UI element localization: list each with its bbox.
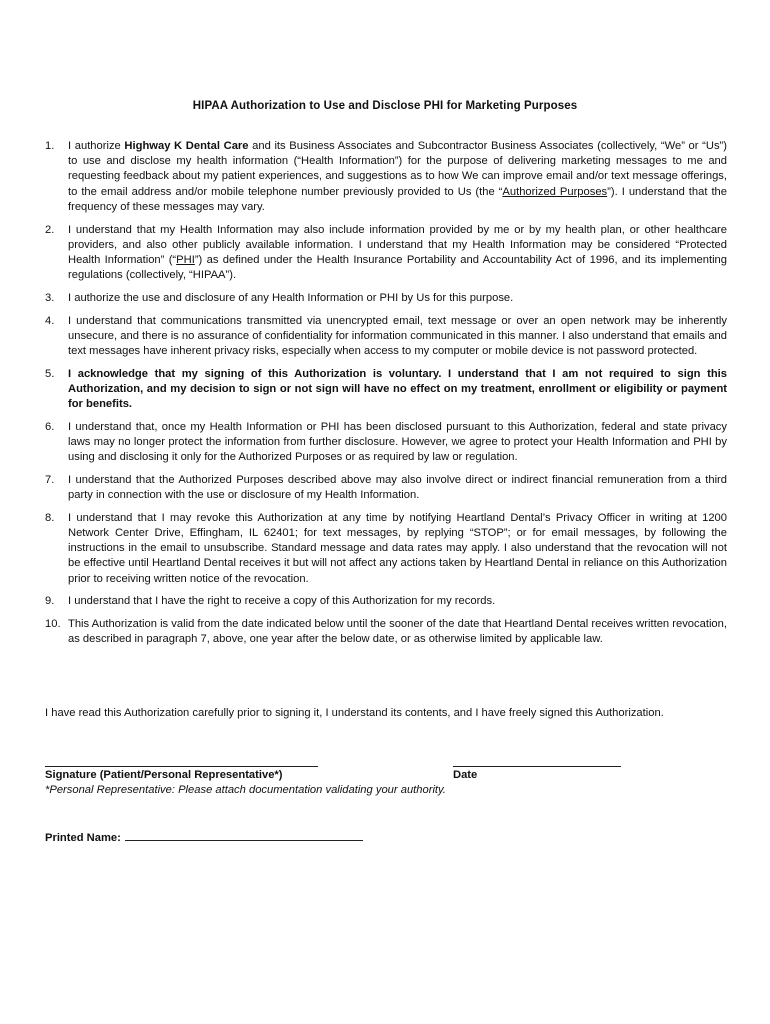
item-text: I authorize the use and disclosure of any Health Information or PHI by Us for this purpose. <box>68 291 514 304</box>
printed-name-label: Printed Name: <box>45 832 121 844</box>
item-text: I understand that my Health Information may also include information provided by me or by my health plan, or other healthcare providers, and also other publicly available information. I understand that my Health Information may be considered “Protected Health Information” (“PHI”) as defined under the Health Insurance Portability and Accountability Act of 1996, and its implementing regulations (collectively, “HIPAA”). <box>68 223 728 282</box>
printed-name-line[interactable] <box>125 829 363 841</box>
practice-name: Highway K Dental Care <box>124 140 249 152</box>
list-item-1 <box>45 139 727 215</box>
item-text: I understand that the Authorized Purposes described above may also involve direct or indirect financial remuneration from a third party in connection with the use or disclosure of my Health Information. <box>68 473 727 502</box>
list-item-6 <box>45 420 727 466</box>
item-text: I understand that communications transmitted via unencrypted email, text message or over an open network may be inherently unsecure, and there is no assurance of confidentiality for information communicated in this manner. I also understand that emails and text messages have inherent privacy risks, especially when access to my computer or mobile device is not password protected. <box>68 314 727 357</box>
list-item-5 <box>45 367 727 413</box>
signature-line[interactable] <box>45 756 318 767</box>
list-item-8 <box>45 511 727 587</box>
item-number: 10. <box>45 617 61 630</box>
item-number: 2. <box>45 223 55 236</box>
closing-statement: I have read this Authorization carefully prior to signing it, I understand its contents, and I have freely signed this Authorization. <box>45 707 664 719</box>
signature-label: Signature (Patient/Personal Representative*) <box>45 769 283 781</box>
item-number: 5. <box>45 367 55 380</box>
item-number: 8. <box>45 511 55 524</box>
item-number: 6. <box>45 420 55 433</box>
item-number: 9. <box>45 595 55 608</box>
list-item-7 <box>45 473 727 503</box>
date-line[interactable] <box>453 756 621 767</box>
item-text: I acknowledge that my signing of this Authorization is voluntary. I understand that I am not required to sign this Authorization, and my decision to sign or not sign will have no effect on my treatment, enrollment or eligibility or payment for benefits. <box>68 367 727 411</box>
item-number: 3. <box>45 291 55 304</box>
item-number: 4. <box>45 314 55 327</box>
representative-note: *Personal Representative: Please attach documentation validating your authority. <box>45 784 446 796</box>
date-label: Date <box>453 769 478 781</box>
list-item-9 <box>45 594 727 609</box>
document-title: HIPAA Authorization to Use and Disclose PHI for Marketing Purposes <box>192 100 578 112</box>
item-text: I understand that I may revoke this Authorization at any time by notifying Heartland Dental’s Privacy Officer in writing at 1200 Network Center Drive, Effingham, IL 62401; for text messages, by replying “STOP”; or for email messages, by following the instructions in the email to unsubscribe. Standard message and data rates may apply. I also understand that the revocation will not be effective until Heartland Dental receives it but will not affect any actions taken by Heartland Dental in reliance on this Authorization prior to receiving written notice of the revocation. <box>68 511 727 585</box>
list-item-4 <box>45 314 727 360</box>
item-text: I authorize Highway K Dental Care and its Business Associates and Subcontractor Business Associates (collectively, “We” or “Us”) to use and disclose my health information (“Health Information”) for the purpose of delivering marketing messages to me and requesting feedback about my patient experiences, and suggestions as to how We can improve email and/or text message offerings, to the email address and/or mobile telephone number previously provided to Us (the “Authorized Purposes”). I understand that the frequency of these messages may vary. <box>68 140 727 213</box>
item-number: 1. <box>45 140 55 152</box>
list-item-10 <box>45 617 727 647</box>
list-item-2 <box>45 223 727 284</box>
item-number: 7. <box>45 473 55 486</box>
printed-name-row <box>45 829 363 844</box>
item-text: I understand that, once my Health Information or PHI has been disclosed pursuant to this Authorization, federal and state privacy laws may no longer protect the information from further disclosure. However, we agree to protect your Health Information and PHI by using and disclosing it only for the Authorized Purposes or as required by law or regulation. <box>68 420 727 464</box>
authorization-list <box>45 139 727 655</box>
list-item-3 <box>45 291 727 306</box>
item-text: I understand that I have the right to receive a copy of this Authorization for my records. <box>68 595 496 608</box>
item-text: This Authorization is valid from the date indicated below until the sooner of the date that Heartland Dental receives written revocation, as described in paragraph 7, above, one year after the below date, or as otherwise limited by applicable law. <box>68 617 727 646</box>
